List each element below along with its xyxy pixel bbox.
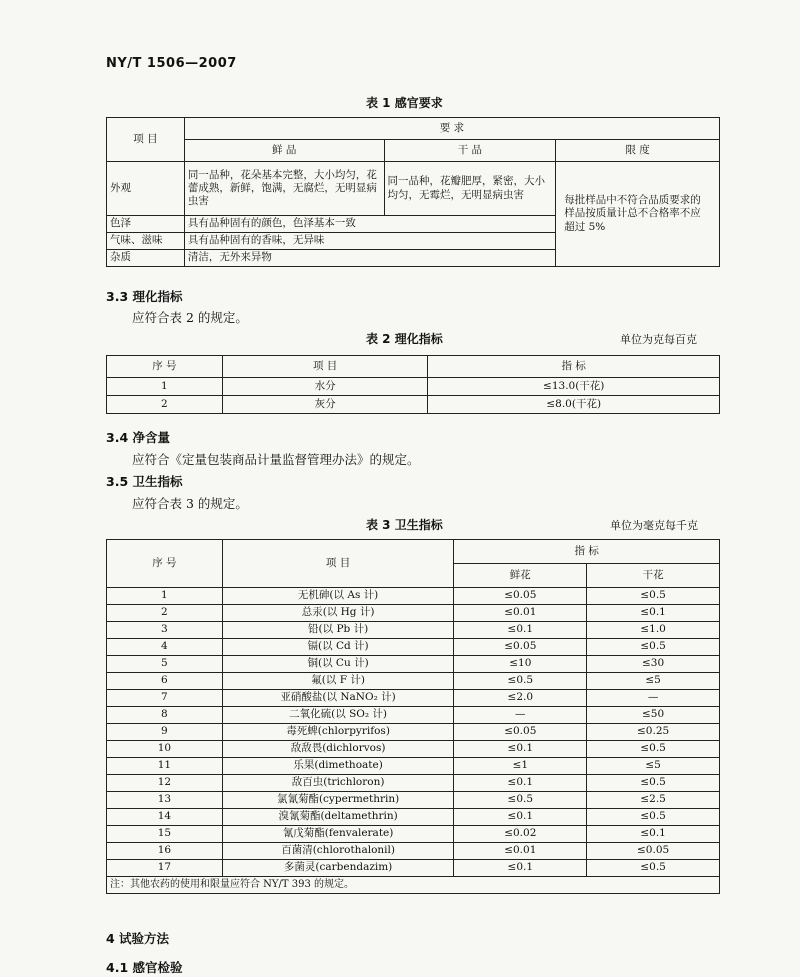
table3-cell: ≤5 bbox=[587, 758, 720, 775]
section-4-1-title: 4.1 感官检验 bbox=[106, 960, 183, 975]
table-row bbox=[107, 775, 720, 792]
table3-cell: 敌百虫(trichloron) bbox=[222, 775, 454, 792]
table3-cell: ≤0.5 bbox=[587, 588, 720, 605]
table3-cell: ≤0.1 bbox=[454, 622, 587, 639]
table3-cell: 11 bbox=[107, 758, 223, 775]
table-row bbox=[107, 605, 720, 622]
table1-merged: 清洁，无外来异物 bbox=[184, 250, 555, 267]
table3-unit: 单位为毫克每千克 bbox=[610, 519, 698, 532]
table3-cell: 15 bbox=[107, 826, 223, 843]
table2-cell: ≤8.0(干花) bbox=[428, 396, 720, 414]
table3-cell: ≤1.0 bbox=[587, 622, 720, 639]
table3-cell: ≤0.02 bbox=[454, 826, 587, 843]
table3-cell: 氯氰菊酯(cypermethrin) bbox=[222, 792, 454, 809]
table3-cell: ≤0.25 bbox=[587, 724, 720, 741]
table3-cell: 乐果(dimethoate) bbox=[222, 758, 454, 775]
table1-header-req: 要 求 bbox=[184, 118, 719, 140]
table-row bbox=[107, 724, 720, 741]
table3-cell: 百菌清(chlorothalonil) bbox=[222, 843, 454, 860]
table1-item: 外观 bbox=[107, 162, 185, 216]
table2-cell: ≤13.0(干花) bbox=[428, 378, 720, 396]
table3-cell: 2 bbox=[107, 605, 223, 622]
table3-cell: 9 bbox=[107, 724, 223, 741]
table2-cell: 2 bbox=[107, 396, 223, 414]
table3-cell: ≤0.1 bbox=[454, 809, 587, 826]
table-row bbox=[107, 792, 720, 809]
table3-cell: ≤0.5 bbox=[454, 792, 587, 809]
table3-cell: 无机砷(以 As 计) bbox=[222, 588, 454, 605]
table3-cell: ≤0.05 bbox=[587, 843, 720, 860]
table1-header-fresh: 鲜 品 bbox=[184, 140, 384, 162]
table1-item: 杂质 bbox=[107, 250, 185, 267]
table-row bbox=[107, 860, 720, 877]
table2-cell: 灰分 bbox=[222, 396, 428, 414]
section-3-5-text: 应符合表 3 的规定。 bbox=[132, 496, 248, 511]
table-row bbox=[107, 809, 720, 826]
table3-cell: ≤0.5 bbox=[587, 860, 720, 877]
table3-cell: 敌敌畏(dichlorvos) bbox=[222, 741, 454, 758]
table1-item: 色泽 bbox=[107, 216, 185, 233]
table3-cell: ≤0.01 bbox=[454, 605, 587, 622]
table3-cell: 14 bbox=[107, 809, 223, 826]
table2-cell: 1 bbox=[107, 378, 223, 396]
section-3-3-title: 3.3 理化指标 bbox=[106, 289, 183, 304]
table3-cell: 16 bbox=[107, 843, 223, 860]
table2-header: 项 目 bbox=[222, 356, 428, 378]
table3-cell: 13 bbox=[107, 792, 223, 809]
table-row bbox=[107, 656, 720, 673]
table3-cell: 10 bbox=[107, 741, 223, 758]
table3-cell: 毒死蜱(chlorpyrifos) bbox=[222, 724, 454, 741]
table3-cell: ≤0.5 bbox=[587, 809, 720, 826]
table3 bbox=[106, 539, 720, 894]
table3-cell: ≤0.05 bbox=[454, 588, 587, 605]
table3-cell: 溴氰菊酯(deltamethrin) bbox=[222, 809, 454, 826]
table3-header-index: 指 标 bbox=[454, 540, 720, 564]
table3-cell: ≤0.5 bbox=[587, 639, 720, 656]
section-3-4-text: 应符合《定量包装商品计量监督管理办法》的规定。 bbox=[132, 452, 420, 467]
table3-cell: 氟(以 F 计) bbox=[222, 673, 454, 690]
section-4-title: 4 试验方法 bbox=[106, 931, 170, 946]
table1 bbox=[106, 117, 720, 267]
table2-header: 序 号 bbox=[107, 356, 223, 378]
table3-cell: 总汞(以 Hg 计) bbox=[222, 605, 454, 622]
table3-cell: 3 bbox=[107, 622, 223, 639]
table3-cell: 铅(以 Pb 计) bbox=[222, 622, 454, 639]
table3-cell: ≤0.5 bbox=[587, 775, 720, 792]
section-3-5-title: 3.5 卫生指标 bbox=[106, 474, 183, 489]
table1-caption: 表 1 感官要求 bbox=[366, 96, 443, 110]
table3-cell: ≤2.5 bbox=[587, 792, 720, 809]
table3-cell: 5 bbox=[107, 656, 223, 673]
table3-cell: ≤0.1 bbox=[454, 860, 587, 877]
table1-merged: 具有品种固有的颜色，色泽基本一致 bbox=[184, 216, 555, 233]
table2-caption: 表 2 理化指标 bbox=[366, 332, 443, 346]
table-row bbox=[107, 639, 720, 656]
table-row bbox=[107, 673, 720, 690]
table3-cell: 17 bbox=[107, 860, 223, 877]
table3-cell: ≤5 bbox=[587, 673, 720, 690]
table-row bbox=[107, 843, 720, 860]
table3-cell: ≤1 bbox=[454, 758, 587, 775]
table3-cell: 4 bbox=[107, 639, 223, 656]
section-3-3-text: 应符合表 2 的规定。 bbox=[132, 310, 248, 325]
table-row bbox=[107, 588, 720, 605]
table3-cell: 二氧化硫(以 SO₂ 计) bbox=[222, 707, 454, 724]
table3-cell: 铜(以 Cu 计) bbox=[222, 656, 454, 673]
table3-cell: ≤50 bbox=[587, 707, 720, 724]
table1-dry: 同一品种，花瓣肥厚，紧密，大小均匀，无霉烂，无明显病虫害 bbox=[384, 162, 556, 216]
table3-cell: ≤0.5 bbox=[454, 673, 587, 690]
table3-cell: ≤0.01 bbox=[454, 843, 587, 860]
table3-header-item: 项 目 bbox=[222, 540, 454, 588]
section-3-4-title: 3.4 净含量 bbox=[106, 430, 170, 445]
table3-cell: ≤0.05 bbox=[454, 724, 587, 741]
table3-cell: 1 bbox=[107, 588, 223, 605]
table3-cell: ≤30 bbox=[587, 656, 720, 673]
table1-header-item: 项 目 bbox=[107, 118, 185, 162]
table3-cell: ≤0.5 bbox=[587, 741, 720, 758]
table3-cell: 镉(以 Cd 计) bbox=[222, 639, 454, 656]
table3-cell: ≤10 bbox=[454, 656, 587, 673]
table3-cell: 亚硝酸盐(以 NaNO₂ 计) bbox=[222, 690, 454, 707]
table3-cell: — bbox=[454, 707, 587, 724]
table3-header-fresh: 鲜花 bbox=[454, 564, 587, 588]
table3-cell: ≤0.1 bbox=[454, 775, 587, 792]
table1-fresh: 同一品种，花朵基本完整，大小均匀，花蕾成熟，新鲜，饱满，无腐烂，无明显病虫害 bbox=[184, 162, 384, 216]
table3-caption: 表 3 卫生指标 bbox=[366, 518, 443, 532]
table3-cell: ≤2.0 bbox=[454, 690, 587, 707]
table3-cell: ≤0.1 bbox=[587, 605, 720, 622]
table-row bbox=[107, 826, 720, 843]
table3-cell: ≤0.1 bbox=[454, 741, 587, 758]
table3-cell: 多菌灵(carbendazim) bbox=[222, 860, 454, 877]
table1-limit: 每批样品中不符合品质要求的样品按质量计总不合格率不应超过 5% bbox=[556, 162, 720, 267]
table3-cell: 12 bbox=[107, 775, 223, 792]
table3-note: 注：其他农药的使用和限量应符合 NY/T 393 的规定。 bbox=[107, 877, 720, 894]
table3-cell: 氰戊菊酯(fenvalerate) bbox=[222, 826, 454, 843]
table2 bbox=[106, 355, 720, 414]
table1-header-limit: 限 度 bbox=[556, 140, 720, 162]
table3-header-dry: 干花 bbox=[587, 564, 720, 588]
table3-cell: 6 bbox=[107, 673, 223, 690]
table-row bbox=[107, 741, 720, 758]
table-row bbox=[107, 758, 720, 775]
table2-header: 指 标 bbox=[428, 356, 720, 378]
table-row bbox=[107, 622, 720, 639]
standard-number: NY/T 1506—2007 bbox=[106, 56, 237, 71]
table1-item: 气味、滋味 bbox=[107, 233, 185, 250]
table3-cell: ≤0.05 bbox=[454, 639, 587, 656]
table2-unit: 单位为克每百克 bbox=[620, 333, 697, 346]
table1-merged: 具有品种固有的香味，无异味 bbox=[184, 233, 555, 250]
table3-cell: 7 bbox=[107, 690, 223, 707]
table3-header-no: 序 号 bbox=[107, 540, 223, 588]
table3-cell: 8 bbox=[107, 707, 223, 724]
table-row bbox=[107, 707, 720, 724]
table1-header-dry: 干 品 bbox=[384, 140, 556, 162]
table3-cell: — bbox=[587, 690, 720, 707]
table2-cell: 水分 bbox=[222, 378, 428, 396]
table-row bbox=[107, 690, 720, 707]
table3-cell: ≤0.1 bbox=[587, 826, 720, 843]
